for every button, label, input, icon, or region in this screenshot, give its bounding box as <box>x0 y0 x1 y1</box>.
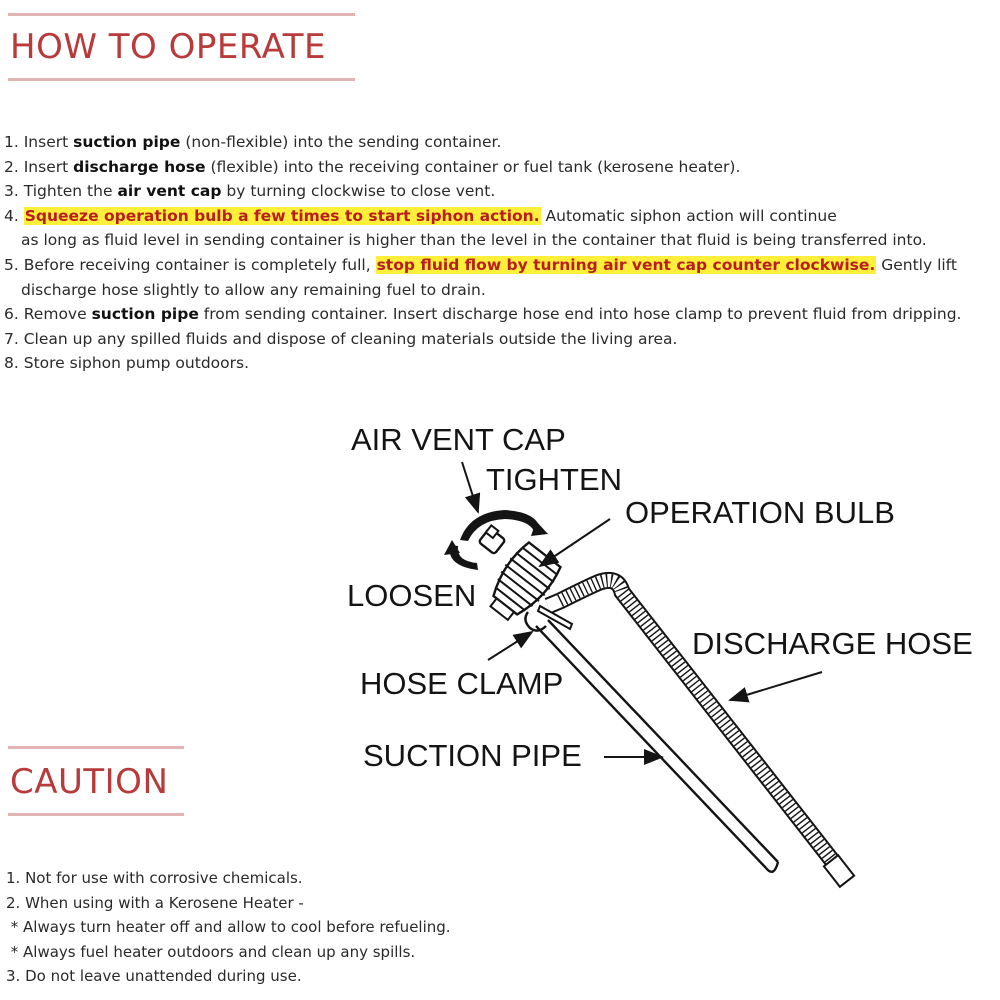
loosen-label: LOOSEN <box>347 578 477 613</box>
caution-bottom-rule <box>8 813 184 816</box>
air-vent-cap-arrow <box>462 462 478 512</box>
step-1: 1. Insert suction pipe (non-flexible) into the sending container. <box>4 133 502 151</box>
caution-item: * Always turn heater off and allow to cool before refueling. <box>6 918 451 936</box>
step-6: 6. Remove suction pipe from sending container. Insert discharge hose end into hose clamp to prevent fluid from dripping. <box>4 305 962 324</box>
caution-items <box>6 868 606 998</box>
discharge-hose-label: DISCHARGE HOSE <box>692 626 973 661</box>
caution-item: 3. Do not leave unattended during use. <box>6 967 302 985</box>
suction-pipe-label: SUCTION PIPE <box>363 738 582 773</box>
operation-bulb-label: OPERATION BULB <box>625 495 895 530</box>
step-7: 7. Clean up any spilled fluids and dispose of cleaning materials outside the living area. <box>4 329 678 348</box>
step-5: 5. Before receiving container is completely full, stop fluid flow by turning air vent cap counter clockwise. Gently lift <box>4 256 957 274</box>
caution-top-rule <box>8 746 184 749</box>
step-5-continued: discharge hose slightly to allow any remaining fuel to drain. <box>21 280 486 299</box>
step-5-highlight: stop fluid flow by turning air vent cap counter clockwise. <box>376 256 876 274</box>
hose-clamp-drawing <box>525 606 572 631</box>
operation-bulb-arrow <box>540 519 610 566</box>
step-4-continued: as long as fluid level in sending container is higher than the level in the container that fluid is being transferred into. <box>21 231 927 250</box>
operate-heading: HOW TO OPERATE <box>10 27 326 67</box>
step-4: 4. Squeeze operation bulb a few times to start siphon action. Automatic siphon action will continue <box>4 206 837 225</box>
step-4-highlight: Squeeze operation bulb a few times to start siphon action. <box>24 206 540 225</box>
caution-item: 2. When using with a Kerosene Heater - <box>6 893 304 912</box>
step-3: 3. Tighten the air vent cap by turning clockwise to close vent. <box>4 182 496 201</box>
tighten-label: TIGHTEN <box>486 462 623 497</box>
hose-clamp-arrow <box>488 632 532 660</box>
caution-heading: CAUTION <box>10 762 169 802</box>
caution-item: * Always fuel heater outdoors and clean up any spills. <box>6 942 416 961</box>
step-8: 8. Store siphon pump outdoors. <box>4 354 249 373</box>
discharge-hose-arrow <box>730 672 822 700</box>
hose-clamp-label: HOSE CLAMP <box>360 666 564 701</box>
caution-item: 1. Not for use with corrosive chemicals. <box>6 869 303 887</box>
air-vent-cap-drawing <box>479 525 506 554</box>
step-2: 2. Insert discharge hose (flexible) into the receiving container or fuel tank (kerosene heater). <box>4 157 741 176</box>
air-vent-cap-label: AIR VENT CAP <box>351 422 566 457</box>
